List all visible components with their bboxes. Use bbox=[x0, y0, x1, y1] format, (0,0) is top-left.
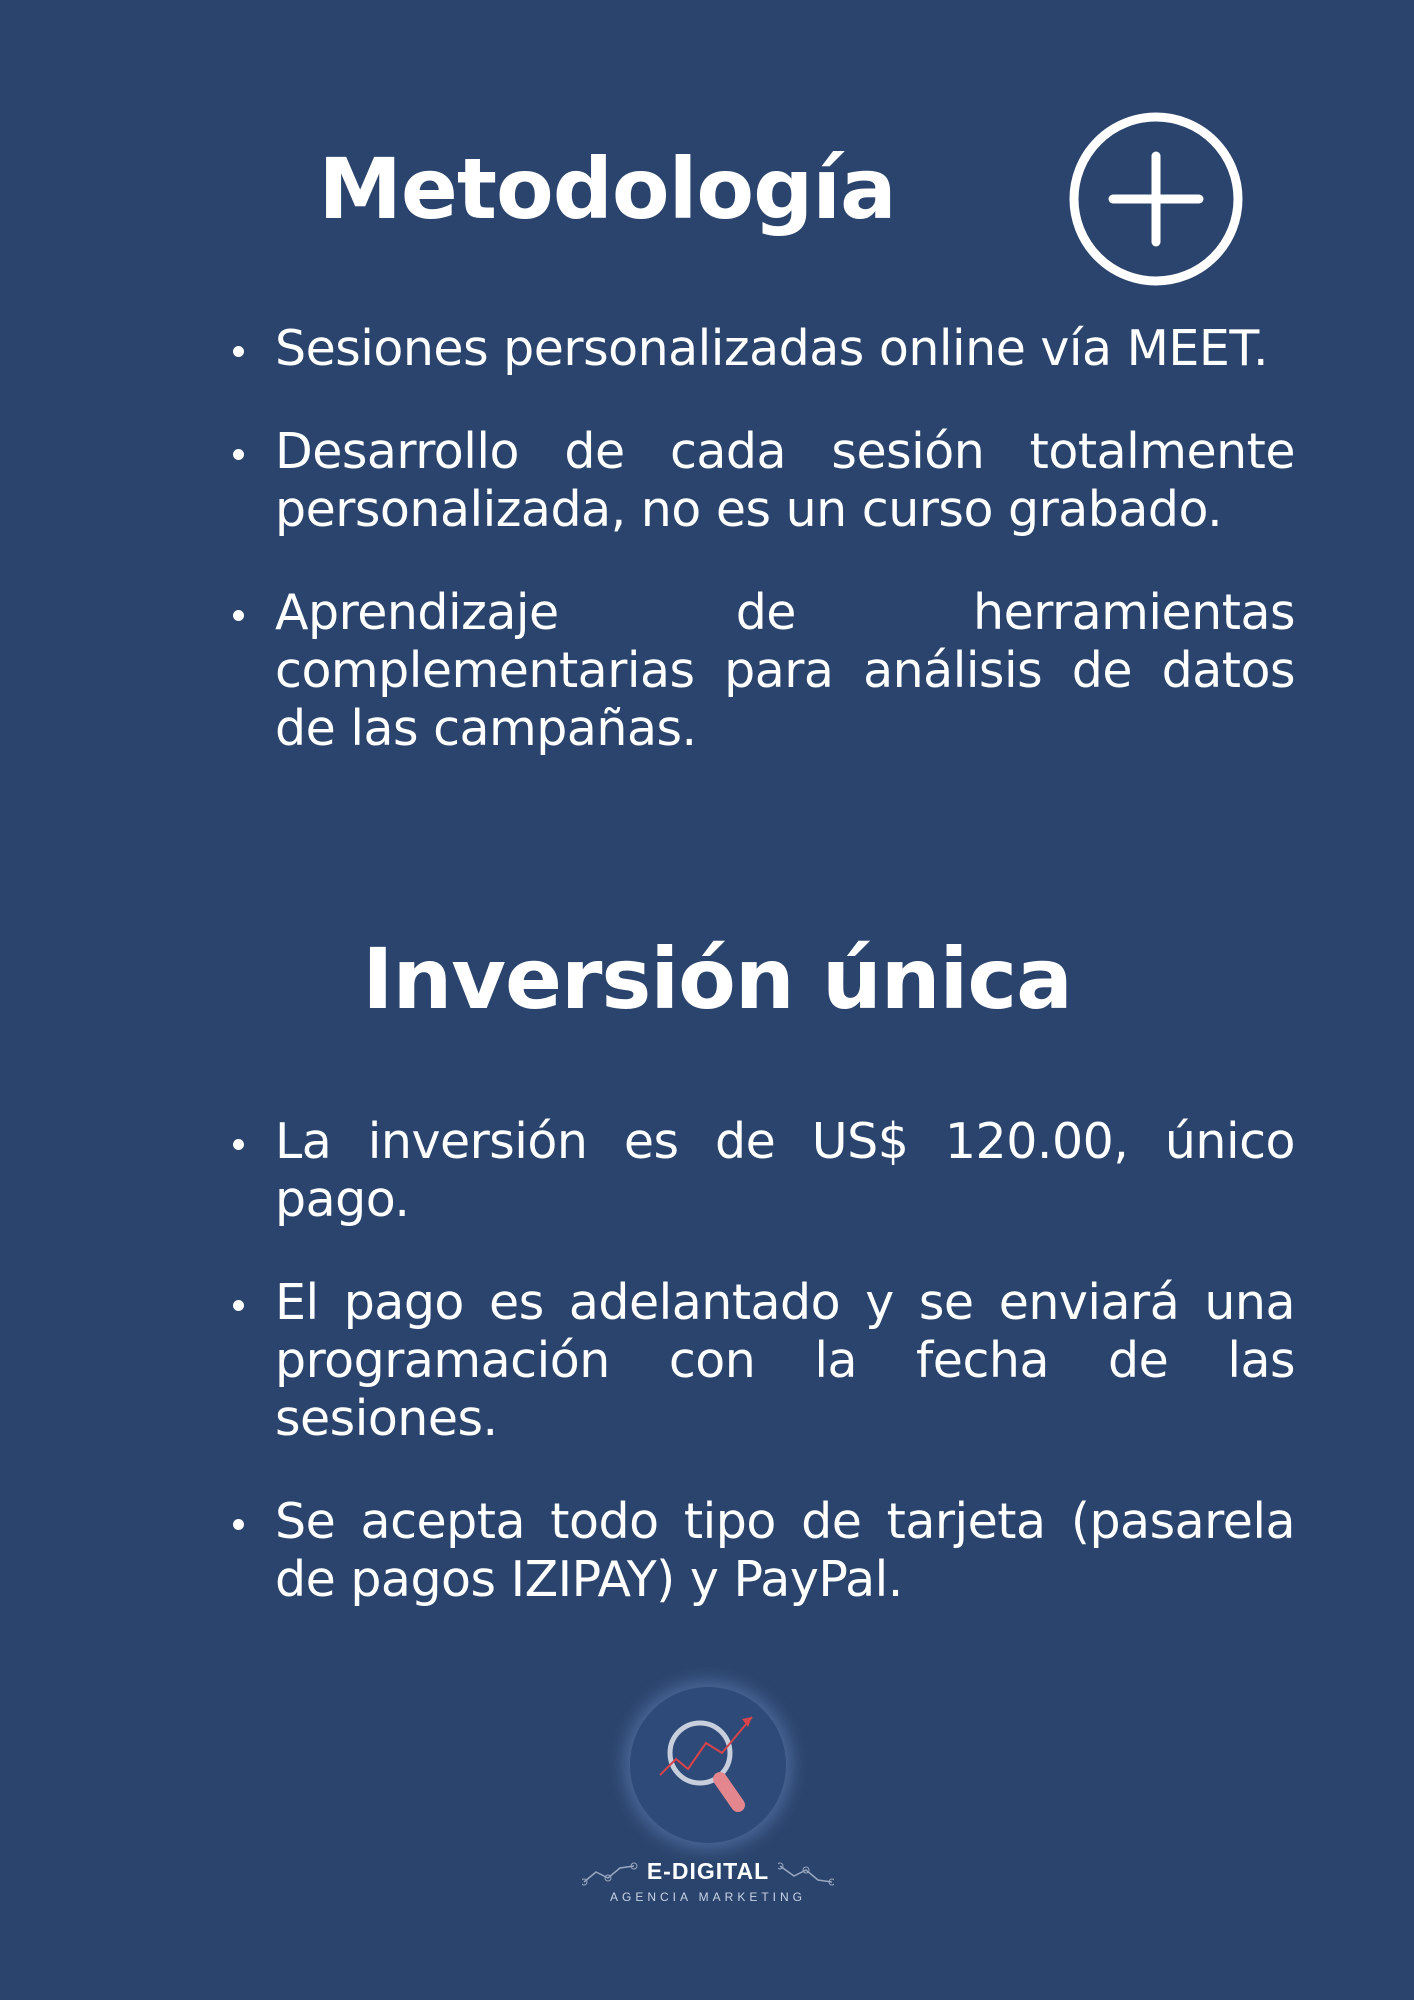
list-item: Se acepta todo tipo de tarjeta (pasarela de pagos IZIPAY) y PayPal. bbox=[275, 1493, 1295, 1608]
list-item: La inversión es de US$ 120.00, único pago. bbox=[275, 1113, 1295, 1228]
brand-name: E-DIGITAL bbox=[646, 1858, 770, 1884]
investment-title: Inversión única bbox=[362, 930, 1072, 1028]
methodology-list bbox=[210, 320, 1295, 803]
investment-list bbox=[210, 1113, 1295, 1654]
list-item: Aprendizaje de herramientas complementarias para análisis de datos de las campañas. bbox=[275, 584, 1295, 757]
list-item: Sesiones personalizadas online vía MEET. bbox=[275, 320, 1295, 378]
plus-circle-icon bbox=[1068, 111, 1244, 287]
list-item: Desarrollo de cada sesión totalmente personalizada, no es un curso grabado. bbox=[275, 423, 1295, 538]
list-item: El pago es adelantado y se enviará una programación con la fecha de las sesiones. bbox=[275, 1274, 1295, 1447]
brand-logo bbox=[580, 1682, 836, 1912]
magnifier-chart-icon bbox=[630, 1687, 786, 1843]
brand-tagline: AGENCIA MARKETING bbox=[609, 1890, 807, 1904]
methodology-title: Metodología bbox=[318, 140, 896, 238]
